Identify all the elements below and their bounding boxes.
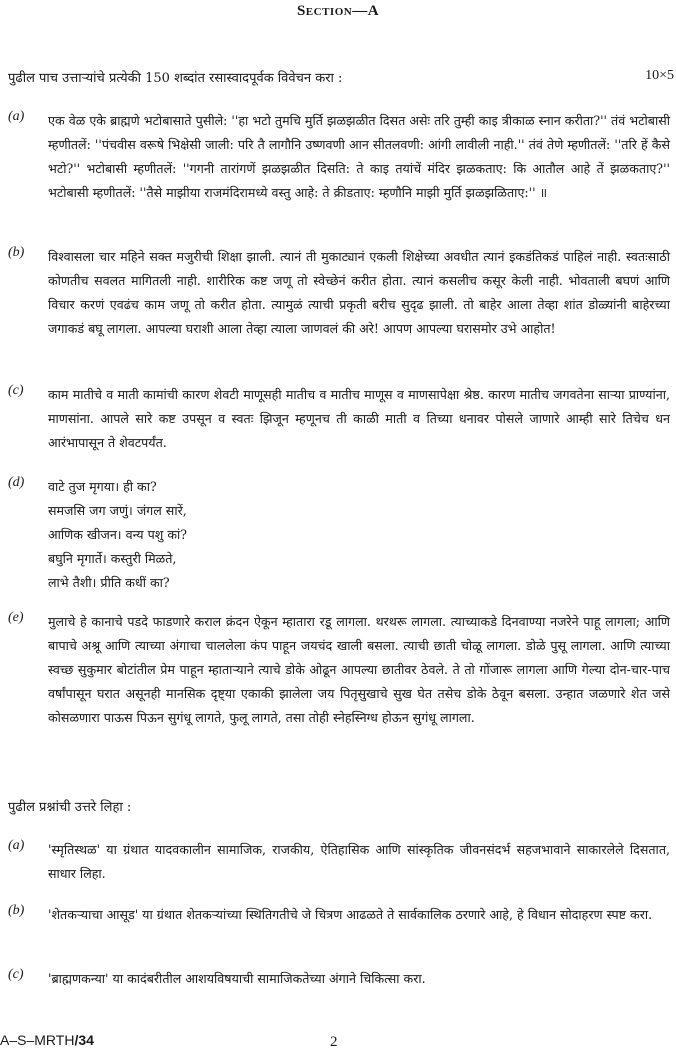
question-1-instruction: पुढील पाच उत्ताऱ्यांचे प्रत्येकी 150 शब्दांत रसास्वादपूर्वक विवेचन करा :: [8, 71, 343, 86]
poem-line: वाटे तुज मृगया। ही का?: [48, 479, 157, 494]
passage-text: एक वेळ एके ब्राह्मणे भटोबासाते पुसीले: ''हा भटो तुमचि मुर्ति झळझळीत दिसत असेः तरि तुम्ही काइ त्रीकाळ स्नान करीता?'' तंवं भटोबासी म्हणीतलें: ''पंचवीस वरूषे भिक्षेसी जाली: परि तै लागौनि उष्णवणी आन सीतलवणी: आंगी लावीली नाही.'' तंवं तेणे म्हणीतलें: ''तरि हें कैसे भटो?'' भटोबासी म्हणीतलें: ''गगनी तारांगणें झळझळीत दिसति: ते काइ तयांचें मंदिर झळकताए: कि आतौल आहे तें झळकताए?'' भटोबासी म्हणीतलें: ''तैसे माझीया राजमंदिरामध्ये वस्तु आहे: ते क्रीडताए: म्हणौनि माझी मुर्ति झळझळिताए:'' ॥: [48, 113, 670, 200]
passage-label: (e): [8, 610, 24, 625]
poem-line: समजसि जग जणुं। जंगल सारें,: [48, 503, 187, 518]
section-title: Section—A: [296, 3, 380, 19]
paper-code: [0, 1032, 94, 1048]
poem-line: आणिक खीजन। वन्य पशु कां?: [48, 527, 188, 542]
passage-text: काम मातीचे व माती कामांची कारण शेवटी माणूसही मातीच व मातीच माणूस व माणसापेक्षा श्रेष्ठ. कारण मातीच जगवतेना साऱ्या प्राण्यांना, माणसांना. आपले सारे कष्ट उपसून व स्वतः झिजून म्हणूनच ती काळी माती व तिच्या धनावर पोसले जाणारे आम्ही सारे तिचेच धन आरंभापासून ते शेवटपर्यंत.: [48, 387, 670, 450]
poem-line: बघुनि मृगार्ते। कस्तुरी मिळते,: [48, 551, 177, 566]
question-1-marks: 10×5: [645, 68, 674, 83]
passage-label: (c): [8, 383, 24, 398]
question-label: (c): [8, 967, 24, 982]
question-text: 'स्मृतिस्थळ' या ग्रंथात यादवकालीन सामाजिक, राजकीय, ऐतिहासिक आणि सांस्कृतिक जीवनसंदर्भ सहजभावाने साकारलेले दिसतात, साधार लिहा.: [48, 842, 670, 881]
poem-line: लाभे तैशी। प्रीति कधीं का?: [48, 575, 170, 590]
question-text: 'शेतकऱ्याचा आसूड' या ग्रंथात शेतकऱ्यांच्या स्थितिगतीचे जे चित्रण आढळते ते सार्वकालिक ठरणारे आहे, हे विधान सोदाहरण स्पष्ट करा.: [48, 907, 653, 922]
poem-text: [48, 475, 670, 595]
passage-label: (a): [8, 109, 25, 124]
passage-text: मुलाचे हे कानाचे पडदे फाडणारे कराल क्रंदन ऐकून म्हातारा रडू लागला. थरथरू लागला. त्याच्याकडे दिनवाण्या नजरेने पाहू लागला; आणि बापाचे अश्रू आणि त्याच्या अंगाचा चाललेला कंप पाहून जयचंद खाली बसला. त्याची छाती चोळू लागला. डोळे पुसू लागला. आणि त्याच्या स्वच्छ सुकुमार बोटांतील प्रेम पाहून म्हाताऱ्याने त्याचे डोके ओढून आपल्या छातीवर ठेवले. ते तो गोंजारू लागला आणि गेल्या दोन-चार-पाच वर्षांपासून घरात असूनही मानसिक दृष्ट्या एकाकी झालेला जय पितृसुखाचे सुख घेत तसेच डोके ठेवून बसला. उन्हात जळणारे शेत जसे कोसळणारा पाऊस पिऊन सुगंधू लागते, फुलू लागते, तसा तोही स्नेहस्निग्ध होऊन सुगंधू लागला.: [48, 614, 670, 725]
paper-code-suffix: /34: [74, 1032, 94, 1048]
question-label: (a): [8, 838, 25, 853]
passage-label: (b): [8, 245, 25, 260]
question-label: (b): [8, 903, 25, 918]
passage-text: विश्वासला चार महिने सक्त मजुरीची शिक्षा झाली. त्यानं ती मुकाट्यानं एकली शिक्षेच्या अवधीत त्यानं इकडंतिकडं पाहिलं नाही. स्वतःसाठी कोणतीच सवलत मागितली नाही. शारीरिक कष्ट जणू तो स्वेच्छेनं करीत होता. त्यानं कसलीच कसूर केली नाही. भोवताली बघणं आणि विचार करणं एवढंच काम जणू तो करीत होता. त्यामुळं त्याची प्रकृती बरीच सुदृढ झाली. तो बाहेर आला तेव्हा शांत डोळ्यांनी बाहेरच्या जगाकडं बघू लागला. आपल्या घराशी आला तेव्हा त्याला जाणवलं की अरे! आपण आपल्या घरासमोर उभे आहोत!: [48, 249, 670, 336]
question-2-instruction: पुढील प्रश्नांची उत्तरे लिहा :: [8, 800, 132, 815]
passage-label: (d): [8, 475, 25, 490]
question-text: 'ब्राह्मणकन्या' या कादंबरीतील आशयविषयाची सामाजिकतेच्या अंगाने चिकित्सा करा.: [48, 971, 426, 986]
paper-code-prefix: A–S–MRTH: [0, 1032, 75, 1048]
page-number: 2: [330, 1034, 338, 1050]
